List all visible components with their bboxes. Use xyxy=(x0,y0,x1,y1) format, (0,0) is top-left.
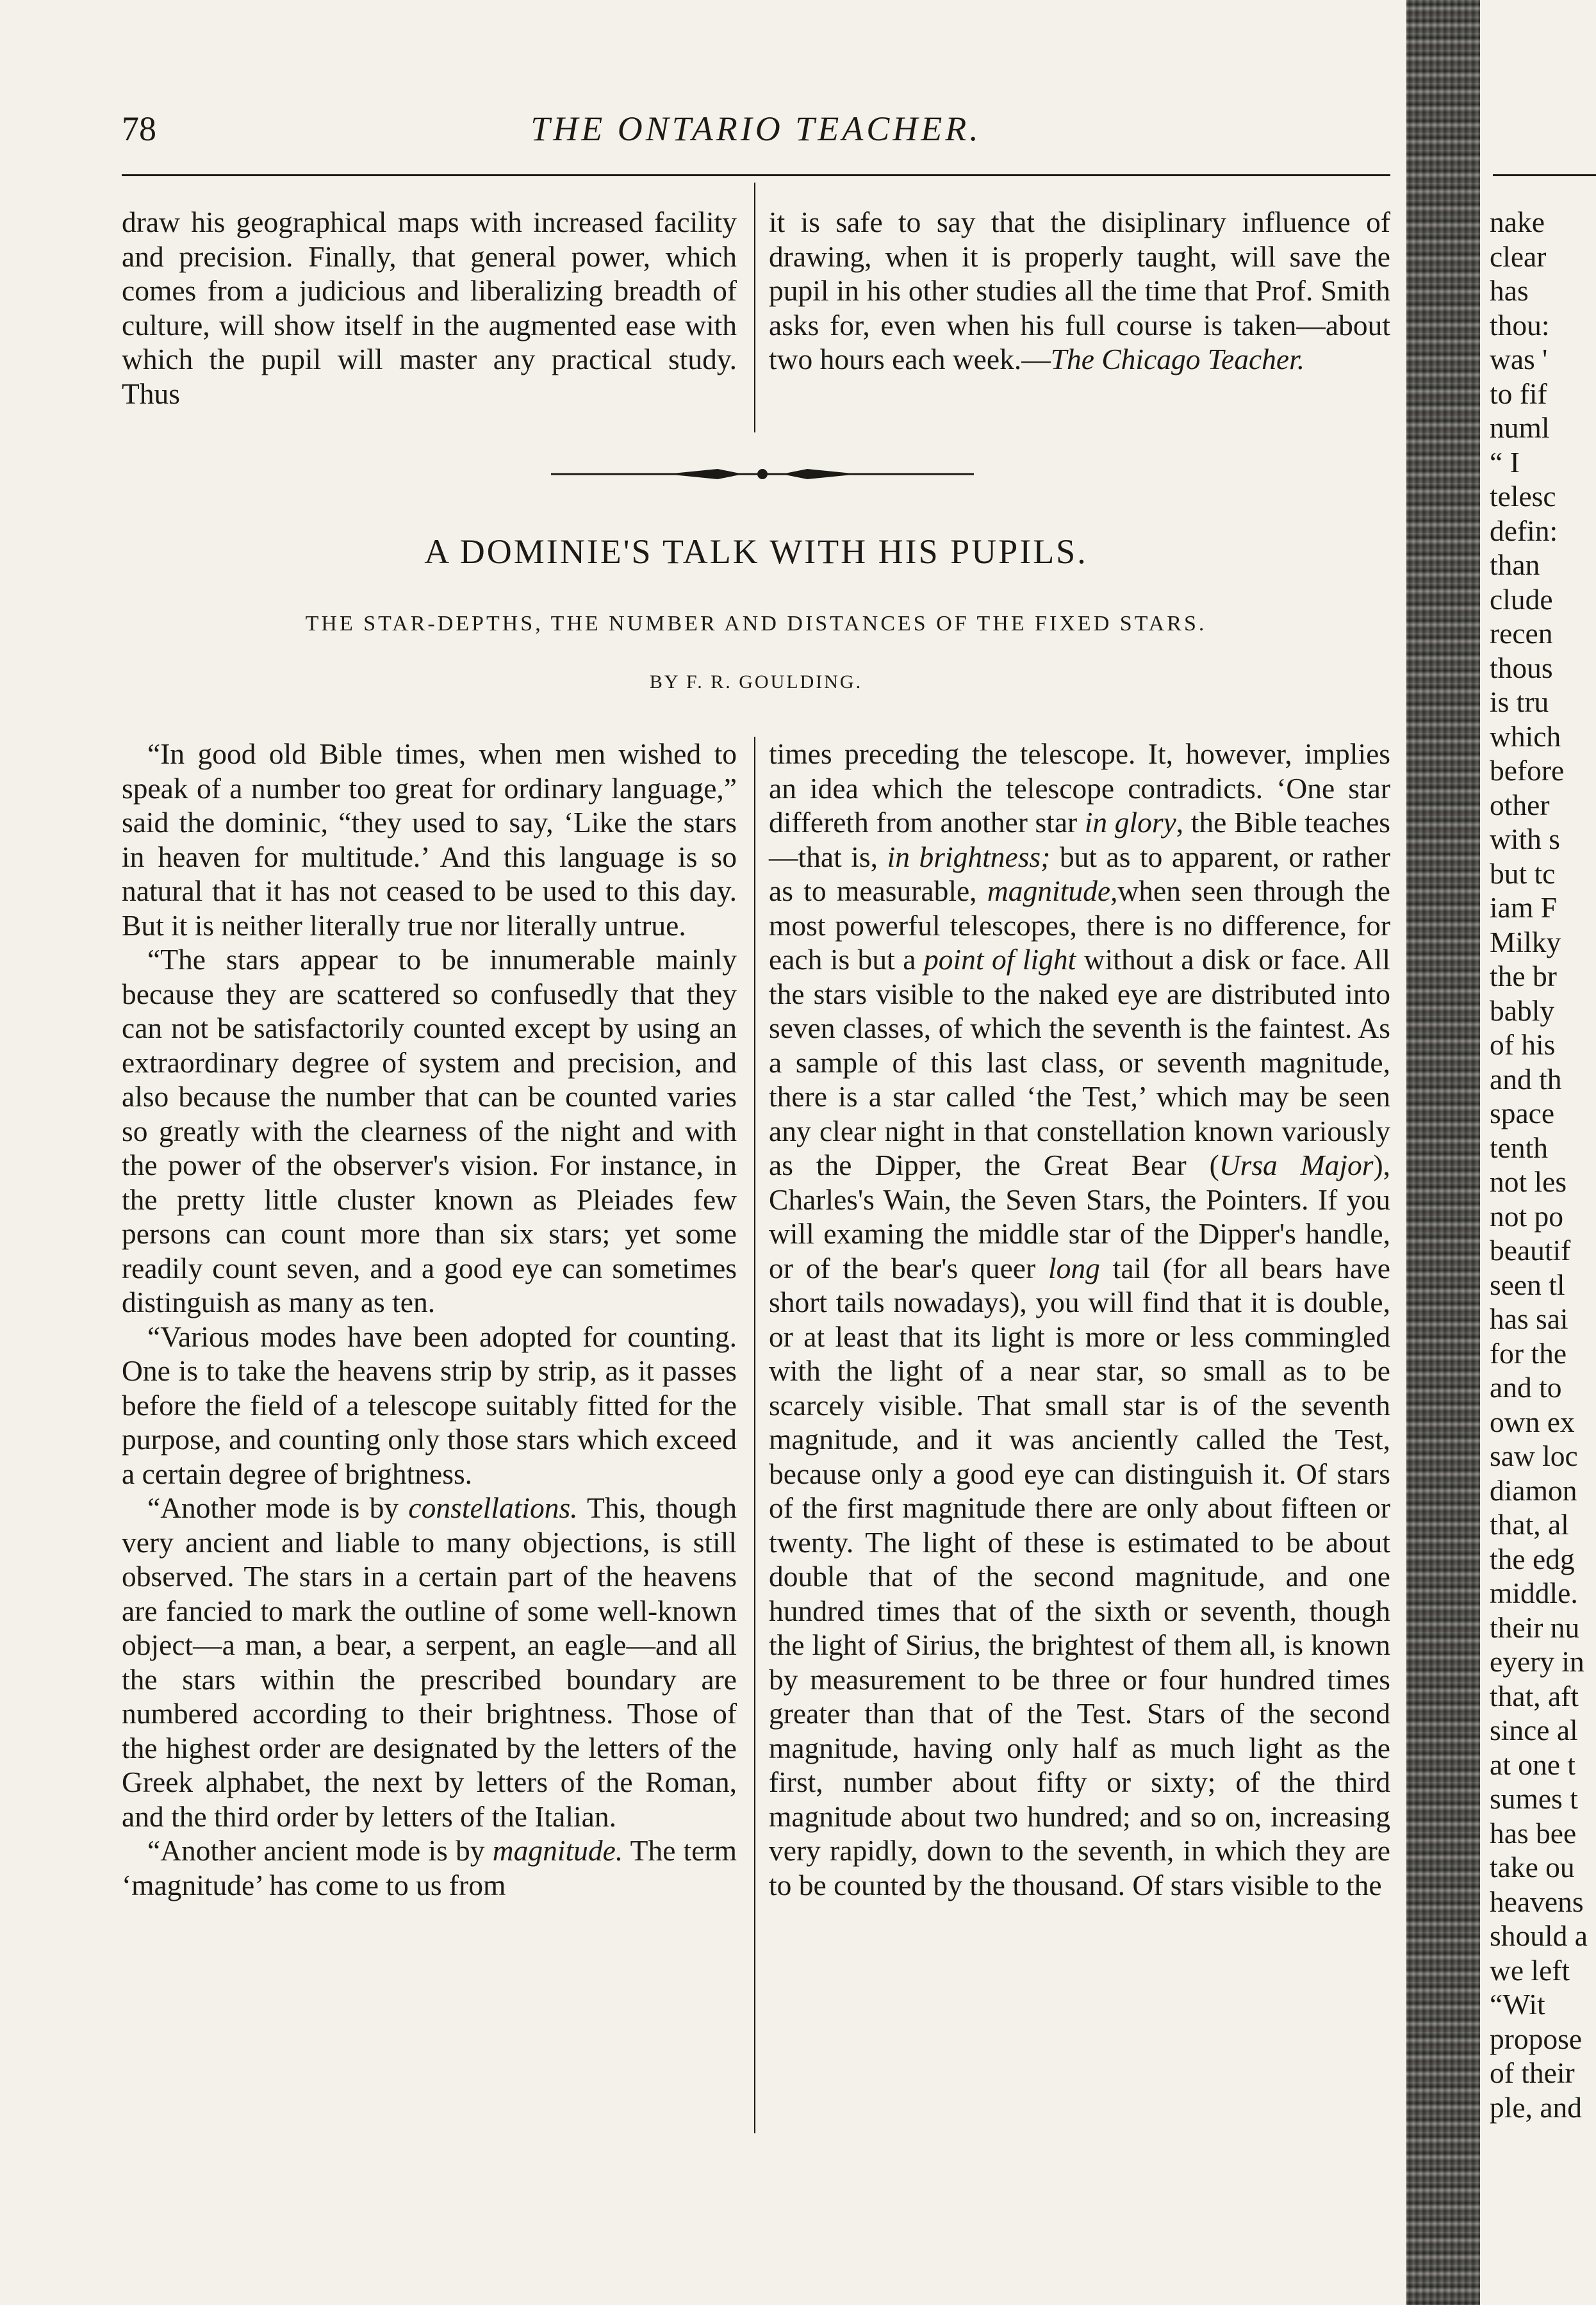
next-page-line: “ I xyxy=(1490,445,1520,479)
column-separator xyxy=(754,183,755,432)
next-page-line: and th xyxy=(1490,1062,1562,1095)
next-page-line: for the xyxy=(1490,1336,1567,1370)
article-subtitle: THE STAR-DEPTHS, THE NUMBER AND DISTANCES OF THE FIXED STARS. xyxy=(305,612,1207,636)
emphasis-text: in glory xyxy=(1084,806,1176,839)
next-page-line: Milky xyxy=(1490,925,1561,958)
article-byline: BY F. R. GOULDING. xyxy=(649,671,863,693)
next-page-line: defin: xyxy=(1490,514,1558,547)
next-page-line: we left xyxy=(1490,1953,1570,1987)
next-page-line: has xyxy=(1490,274,1529,307)
binding-gutter xyxy=(1406,0,1480,2305)
next-page-fragment xyxy=(1490,205,1596,2124)
next-page-line: middle. xyxy=(1490,1577,1578,1609)
next-page-rule xyxy=(1493,174,1596,176)
next-page-line: that, al xyxy=(1490,1508,1569,1541)
paragraph-text: , the Bible teaches—that is, xyxy=(769,806,1390,873)
paragraph-text: without a disk or face. All the stars visible to the naked eye are distributed into seven classes, of which the seventh is the faintest. As a sample of this last class, or seventh magnitude, there is a star called ‘the Test,’ which may be seen any clear night in that constellation known variously as the Dipper, the Great Bear ( xyxy=(769,943,1390,1181)
next-page-line: with s xyxy=(1490,823,1560,855)
next-page-line: clude xyxy=(1490,582,1553,616)
article-paragraph xyxy=(122,1491,737,1833)
header-rule xyxy=(122,174,1390,176)
next-page-line: should a xyxy=(1490,1919,1588,1952)
next-page-line: has bee xyxy=(1490,1816,1577,1850)
emphasis-text: magnitude, xyxy=(987,874,1118,907)
article-paragraph: “The stars appear to be innumerable mainly because they are scattered so confusedly that they can not be satisfactorily counted except by using an extraordinary degree of system and precision, and also because the number that can be counted varies so greatly with the clearness of the night and with the power of the observer's vision. For instance, in the pretty little cluster known as Pleiades few persons can count more than six stars; yet some readily count seven, and a good eye can sometimes distinguish as many as ten. xyxy=(122,943,737,1318)
next-page-line: take ou xyxy=(1490,1851,1575,1883)
article-paragraph: “In good old Bible times, when men wished to speak of a number too great for ordinary language,” said the dominic, “they used to say, ‘Like the stars in heaven for multitude.’ And this language is so natural that it has not ceased to be used to this day. But it is neither literally true nor literally untrue. xyxy=(122,737,737,942)
article-paragraph xyxy=(122,1833,737,1902)
next-page-line: before xyxy=(1490,754,1565,787)
article-title: A DOMINIE'S TALK WITH HIS PUPILS. xyxy=(424,532,1088,571)
prior-article-paragraph: draw his geographical maps with increased facility and precision. Finally, that general power, which comes from a judicious and liberalizing breadth of culture, will show itself in the augmented ease with which the pupil will master any practical study. Thus xyxy=(122,206,737,410)
paragraph-text: times preceding the telescope. It, however, implies an idea which the telescope contradicts. ‘One star differeth from another star xyxy=(769,737,1390,839)
paragraph-text: This, though very ancient and liable to many objections, is still observed. The stars in a certain part of the heavens are fancied to mark the outline of some well-known object—a man, a bear, a serpent, an eagle—and all the stars within the prescribed boundary are numbered according to their brightness. Those of the highest order are designated by the letters of the Greek alphabet, the next by letters of the Roman, and the third order by letters of the Italian. xyxy=(122,1491,737,1833)
next-page-line: their nu xyxy=(1490,1611,1580,1644)
next-page-line: and to xyxy=(1490,1371,1562,1404)
paragraph-text: when seen through the most powerful telescopes, there is no difference, for each is but a xyxy=(769,874,1390,976)
article-right-column xyxy=(769,737,1390,1902)
paragraph-text: The term ‘magnitude’ has come to us from xyxy=(122,1834,737,1901)
paragraph-text: tail (for all bears have short tails nowadays), you will find that it is double, or at least that its light is more or less commingled with the light of a near star, so small as to be scarcely visible. That small star is of the seventh magnitude, and it was anciently called the Test, because only a good eye can distinguish it. Of stars of the first magnitude there are only about fifteen or twenty. The light of these is estimated to be about double that of the second magnitude, and one hundred times that of the sixth or seventh, though the light of Sirius, the brightest of them all, is known by measurement to be three or four hundred times greater than that of the Test. Stars of the second magnitude, having only half as much light as the first, number about fifty or sixty; of the third magnitude about two hundred; and so on, increasing very rapidly, down to the seventh, in which they are to be counted by the thousand. Of stars visible to the xyxy=(769,1251,1390,1901)
emphasis-text: point of light xyxy=(923,943,1076,976)
next-page-line: to fif xyxy=(1490,377,1547,410)
journal-title: THE ONTARIO TEACHER. xyxy=(531,110,982,148)
next-page-line: that, aft xyxy=(1490,1679,1579,1712)
next-page-line: numl xyxy=(1490,411,1550,444)
prior-article-right-column xyxy=(769,205,1390,377)
prior-article-paragraph xyxy=(769,205,1390,377)
next-page-line: but tc xyxy=(1490,857,1556,890)
next-page-line: tenth xyxy=(1490,1131,1548,1164)
next-page-line: the br xyxy=(1490,960,1557,992)
next-page-line: space xyxy=(1490,1097,1555,1129)
prior-article-text: it is safe to say that the disiplinary influence of drawing, when it is properly taught, will save the pupil in his other studies all the time that Prof. Smith asks for, even when his full course is taken—about two hours each week.— xyxy=(769,206,1390,375)
next-page-line: which xyxy=(1490,719,1561,753)
next-page-line: not les xyxy=(1490,1165,1567,1198)
next-page-line: bably xyxy=(1490,994,1555,1027)
next-page-line: is tru xyxy=(1490,685,1549,718)
section-ornament xyxy=(551,461,974,487)
next-page-line: saw loc xyxy=(1490,1440,1578,1472)
next-page-line: iam F xyxy=(1490,891,1557,924)
next-page-line: not po xyxy=(1490,1199,1564,1233)
next-page-line: thou: xyxy=(1490,308,1550,341)
next-page-line: recen xyxy=(1490,617,1553,650)
next-page-line: was ' xyxy=(1490,343,1548,375)
next-page-line: seen tl xyxy=(1490,1268,1565,1301)
next-page-line: at one t xyxy=(1490,1748,1575,1781)
next-page-line: other xyxy=(1490,788,1550,821)
next-page-line: sumes t xyxy=(1490,1782,1578,1815)
next-page-line: eyery in xyxy=(1490,1645,1584,1678)
next-page-line: propose xyxy=(1490,2022,1583,2055)
next-page-line: beautif xyxy=(1490,1234,1571,1267)
emphasis-text: magnitude. xyxy=(492,1834,623,1867)
next-page-line: has sai xyxy=(1490,1302,1568,1335)
next-page-line: diamon xyxy=(1490,1473,1577,1507)
page-header xyxy=(122,109,1390,160)
emphasis-text: in brightness; xyxy=(887,840,1051,873)
next-page-line: since al xyxy=(1490,1714,1578,1746)
paragraph-text: “Another ancient mode is by xyxy=(147,1834,493,1867)
article-left-column xyxy=(122,737,737,1902)
next-page-line: nake xyxy=(1490,206,1545,238)
emphasis-text: constellations. xyxy=(408,1491,578,1524)
paragraph-text: ), Charles's Wain, the Seven Stars, the Pointers. If you will examing the middle star of the Dipper's handle, or of the bear's queer xyxy=(769,1149,1390,1284)
next-page-line: ple, and xyxy=(1490,2090,1583,2124)
next-page-line: than xyxy=(1490,548,1540,581)
next-page-line: clear xyxy=(1490,240,1547,273)
prior-article-source: The Chicago Teacher. xyxy=(1050,343,1305,375)
next-page-line: own ex xyxy=(1490,1405,1575,1438)
paragraph-text: “Another mode is by xyxy=(147,1491,409,1524)
next-page-line: of his xyxy=(1490,1028,1556,1061)
next-page-line: the edg xyxy=(1490,1542,1575,1575)
column-separator xyxy=(754,737,755,2133)
paragraph-text: but as to apparent, or rather as to measurable, xyxy=(769,840,1390,907)
next-page-line: of their xyxy=(1490,2056,1575,2089)
emphasis-text: long xyxy=(1048,1251,1100,1284)
next-page-line: telesc xyxy=(1490,480,1556,513)
next-page-line: thous xyxy=(1490,651,1553,684)
page-number: 78 xyxy=(122,110,156,148)
article-paragraph xyxy=(769,737,1390,1902)
next-page-line: “Wit xyxy=(1490,1988,1545,2021)
prior-article-left-column xyxy=(122,205,737,411)
next-page-line: heavens xyxy=(1490,1885,1584,1918)
article-paragraph: “Various modes have been adopted for counting. One is to take the heavens strip by strip, as it passes before the field of a telescope suitably fitted for the purpose, and counting only those stars which exceed a certain degree of brightness. xyxy=(122,1320,737,1490)
emphasis-text: Ursa Major xyxy=(1219,1149,1374,1181)
